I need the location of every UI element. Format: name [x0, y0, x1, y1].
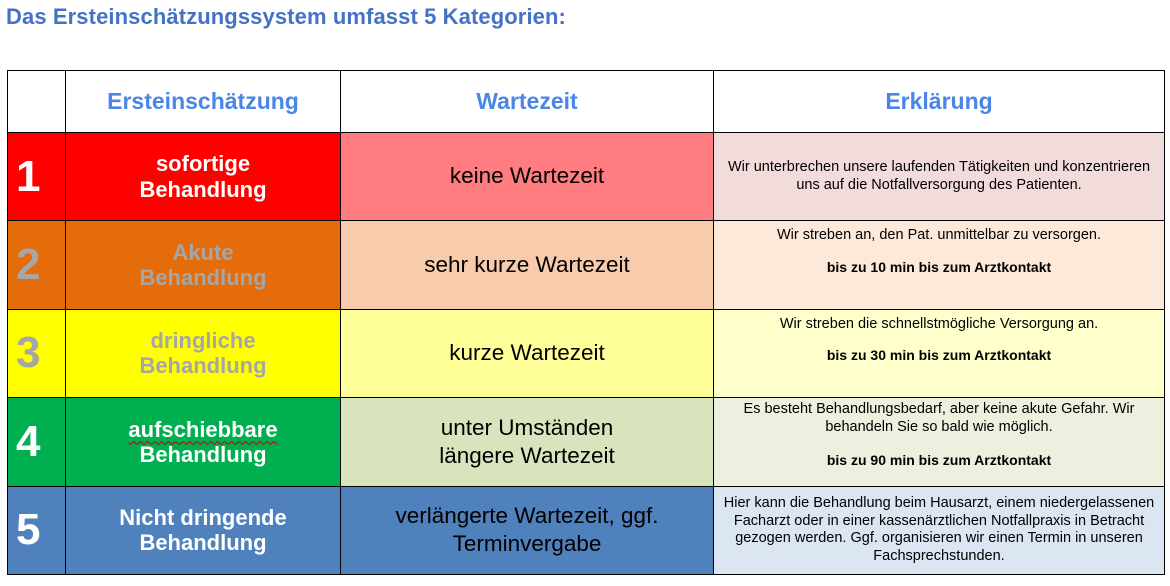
explanation-text: Es besteht Behandlungsbedarf, aber keine akute Gefahr. Wir behandeln Sie so bald wie möglich. [743, 401, 1135, 435]
category-label [66, 309, 341, 397]
waiting-time-line2: längere Wartezeit [439, 442, 615, 468]
category-number: 1 [8, 132, 66, 220]
table-header-row [8, 71, 1165, 133]
waiting-time [341, 309, 714, 397]
category-number: 3 [8, 309, 66, 397]
category-label-line2: Behandlung [139, 176, 267, 202]
waiting-time [341, 132, 714, 220]
category-label-line2: Behandlung [139, 264, 267, 290]
waiting-time-line1: kurze Wartezeit [449, 340, 605, 366]
triage-table [7, 70, 1165, 575]
category-label-line2: Behandlung [139, 530, 267, 556]
category-label-line1: sofortige [155, 151, 251, 177]
header-number [8, 71, 66, 133]
explanation-text: Wir streben die schnellstmögliche Versorgung an. [779, 315, 1099, 332]
category-label [66, 132, 341, 220]
category-label-line1: Nicht dringende [119, 504, 287, 530]
time-limit: bis zu 90 min bis zum Arztkontakt [826, 451, 1052, 468]
category-number: 2 [8, 221, 66, 309]
category-label-line2: Behandlung [139, 353, 267, 379]
time-limit: bis zu 30 min bis zum Arztkontakt [826, 347, 1052, 364]
waiting-time-line1: keine Wartezeit [449, 163, 605, 189]
category-label-line1: aufschiebbare [128, 416, 278, 442]
category-label-line1: dringliche [150, 328, 256, 354]
category-label [66, 221, 341, 309]
page-title: Das Ersteinschätzungssystem umfasst 5 Kategorien: [6, 4, 566, 29]
explanation [714, 132, 1165, 220]
category-label [66, 486, 341, 574]
table-row [8, 132, 1165, 220]
waiting-time-line1: sehr kurze Wartezeit [424, 251, 630, 277]
waiting-time [341, 221, 714, 309]
category-label-line2: Behandlung [139, 441, 267, 467]
waiting-time [341, 398, 714, 486]
header-assessment: Ersteinschätzung [66, 71, 341, 133]
table-row [8, 398, 1165, 486]
explanation [714, 486, 1165, 574]
header-explanation: Erklärung [714, 71, 1165, 133]
waiting-time-line1: verlängerte Wartezeit, ggf. [395, 503, 659, 529]
time-limit: bis zu 10 min bis zum Arztkontakt [826, 258, 1052, 275]
waiting-time [341, 486, 714, 574]
category-label [66, 398, 341, 486]
explanation-text: Wir unterbrechen unsere laufenden Tätigkeiten und konzentrieren uns auf die Notfallversorgung des Patienten. [727, 159, 1151, 193]
explanation [714, 398, 1165, 486]
explanation [714, 221, 1165, 309]
explanation-text: Wir streben an, den Pat. unmittelbar zu versorgen. [777, 227, 1101, 244]
category-number: 4 [8, 398, 66, 486]
waiting-time-line2: Terminvergabe [452, 531, 602, 557]
table-row [8, 486, 1165, 574]
category-label-line1: Akute [172, 239, 234, 265]
explanation-text: Hier kann die Behandlung beim Hausarzt, einem niedergelassenen Facharzt oder in einer kassenärztlichen Notfallpraxis in Betracht gezogen werden. Ggf. organisieren wir einen Termin in unseren Fachsprechstunden. [723, 495, 1155, 564]
explanation [714, 309, 1165, 397]
waiting-time-line1: unter Umständen [440, 414, 614, 440]
table-row [8, 221, 1165, 309]
category-number: 5 [8, 486, 66, 574]
table-row [8, 309, 1165, 397]
header-waiting: Wartezeit [341, 71, 714, 133]
